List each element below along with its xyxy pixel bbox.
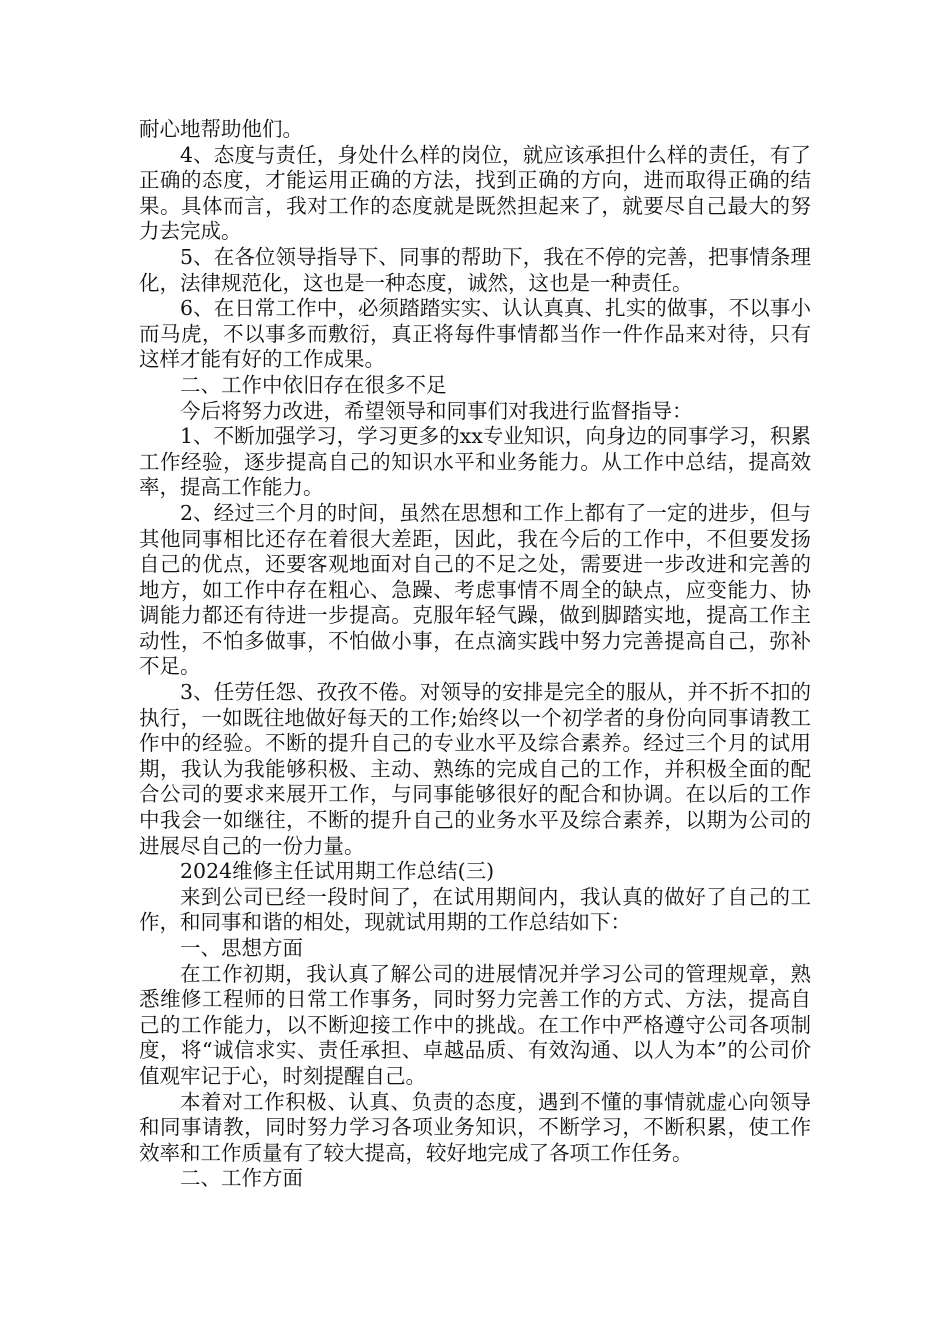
paragraph-intro-improvement: 今后将努力改进，希望领导和同事们对我进行监督指导： <box>180 398 693 423</box>
paragraph-thinking-2: 本着对工作积极、认真、负责的态度，遇到不懂的事情就虚心向领导和同事请教，同时努力学习各项业务知识，不断学习，不断积累，使工作效率和工作质量有了较大提高，较好地完成了各项工作任务。 <box>139 1089 811 1165</box>
paragraph-improvement-1: 1、不断加强学习，学习更多的xx专业知识，向身边的同事学习，积累工作经验，逐步提高自己的知识水平和业务能力。从工作中总结，提高效率，提高工作能力。 <box>139 424 811 500</box>
paragraph-item-6: 6、在日常工作中，必须踏踏实实、认认真真、扎实的做事，不以事小而马虎，不以事多而敷衍，真正将每件事情都当作一件作品来对待，只有这样才能有好的工作成果。 <box>139 296 811 372</box>
paragraph-continuation: 耐心地帮助他们。 <box>139 117 303 141</box>
section-heading-thinking: 一、思想方面 <box>180 936 303 960</box>
document-body <box>139 117 811 1192</box>
paragraph-improvement-2: 2、经过三个月的时间，虽然在思想和工作上都有了一定的进步，但与其他同事相比还存在着很大差距，因此，我在今后的工作中，不但要发扬自己的优点，还要客观地面对自己的不足之处，需要进一步改进和完善的地方，如工作中存在粗心、急躁、考虑事情不周全的缺点，应变能力、协调能力都还有待进一步提高。克服年轻气躁，做到脚踏实地，提高工作主动性，不怕多做事，不怕做小事，在点滴实践中努力完善提高自己，弥补不足。 <box>139 500 811 679</box>
paragraph-item-4: 4、态度与责任，身处什么样的岗位，就应该承担什么样的责任，有了正确的态度，才能运用正确的方法，找到正确的方向，进而取得正确的结果。具体而言，我对工作的态度就是既然担起来了，就要尽自己最大的努力去完成。 <box>139 142 811 244</box>
paragraph-intro: 来到公司已经一段时间了，在试用期间内，我认真的做好了自己的工作，和同事和谐的相处，现就试用期的工作总结如下： <box>139 884 811 935</box>
paragraph-improvement-3: 3、任劳任怨、孜孜不倦。对领导的安排是完全的服从，并不折不扣的执行，一如既往地做好每天的工作;始终以一个初学者的身份向同事请教工作中的经验。不断的提升自己的专业水平及综合素养。经过三个月的试用期，我认为我能够积极、主动、熟练的完成自己的工作，并积极全面的配合公司的要求来展开工作，与同事能够很好的配合和协调。在以后的工作中我会一如继往，不断的提升自己的业务水平及综合素养，以期为公司的进展尽自己的一份力量。 <box>139 680 811 858</box>
paragraph-thinking-1: 在工作初期，我认真了解公司的进展情况并学习公司的管理规章，熟悉维修工程师的日常工作事务，同时努力完善工作的方式、方法，提高自己的工作能力，以不断迎接工作中的挑战。在工作中严格遵守公司各项制度，将“诚信求实、责任承担、卓越品质、有效沟通、以人为本”的公司价值观牢记于心，时刻提醒自己。 <box>139 961 811 1088</box>
section-heading-shortcomings: 二、工作中依旧存在很多不足 <box>180 372 447 397</box>
document-section-title: 2024维修主任试用期工作总结(三) <box>180 859 495 884</box>
paragraph-item-5: 5、在各位领导指导下、同事的帮助下，我在不停的完善，把事情条理化，法律规范化，这也是一种态度，诚然，这也是一种责任。 <box>139 244 811 295</box>
section-heading-work: 二、工作方面 <box>180 1166 303 1191</box>
